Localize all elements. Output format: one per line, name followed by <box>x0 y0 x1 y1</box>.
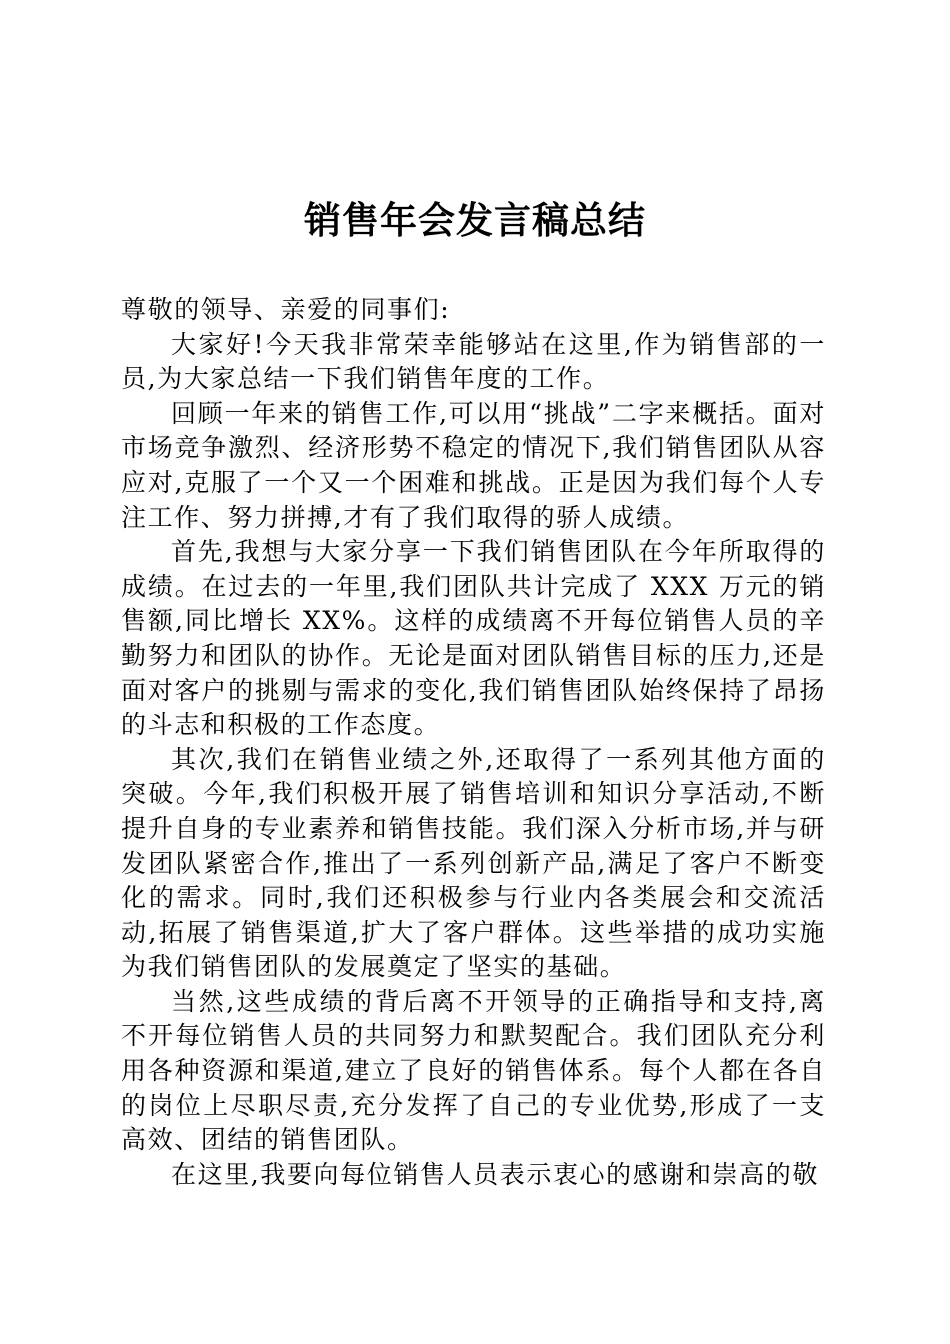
paragraph-thanks: 在这里,我要向每位销售人员表示衷心的感谢和崇高的敬 <box>171 1159 819 1189</box>
greeting-line: 尊敬的领导、亲爱的同事们: <box>121 295 451 324</box>
paragraph-intro: 大家好!今天我非常荣幸能够站在这里,作为销售部的一员,为大家总结一下我们销售年度的工作。 <box>121 329 826 394</box>
paragraph-breakthroughs: 其次,我们在销售业绩之外,还取得了一系列其他方面的突破。今年,我们积极开展了销售培训和知识分享活动,不断提升自身的专业素养和销售技能。我们深入分析市场,并与研发团队紧密合作,推出了一系列创新产品,满足了客户不断变化的需求。同时,我们还积极参与行业内各类展会和交流活动,拓展了销售渠道,扩大了客户群体。这些举措的成功实施为我们销售团队的发展奠定了坚实的基础。 <box>121 744 826 982</box>
document-body <box>121 293 826 1192</box>
paragraph-results: 首先,我想与大家分享一下我们销售团队在今年所取得的成绩。在过去的一年里,我们团队共计完成了 XXX 万元的销售额,同比增长 XX%。这样的成绩离不开每位销售人员的辛勤努力和团队的协作。无论是面对团队销售目标的压力,还是面对客户的挑剔与需求的变化,我们销售团队始终保持了昂扬的斗志和积极的工作态度。 <box>121 537 826 740</box>
paragraph-review: 回顾一年来的销售工作,可以用“挑战”二字来概括。面对市场竞争激烈、经济形势不稳定的情况下,我们销售团队从容应对,克服了一个又一个困难和挑战。正是因为我们每个人专注工作、努力拼搏,才有了我们取得的骄人成绩。 <box>121 398 826 532</box>
document-title: 销售年会发言稿总结 <box>304 198 646 242</box>
paragraph-support: 当然,这些成绩的背后离不开领导的正确指导和支持,离不开每位销售人员的共同努力和默契配合。我们团队充分利用各种资源和渠道,建立了良好的销售体系。每个人都在各自的岗位上尽职尽责,充分发挥了自己的专业优势,形成了一支高效、团结的销售团队。 <box>121 986 826 1155</box>
